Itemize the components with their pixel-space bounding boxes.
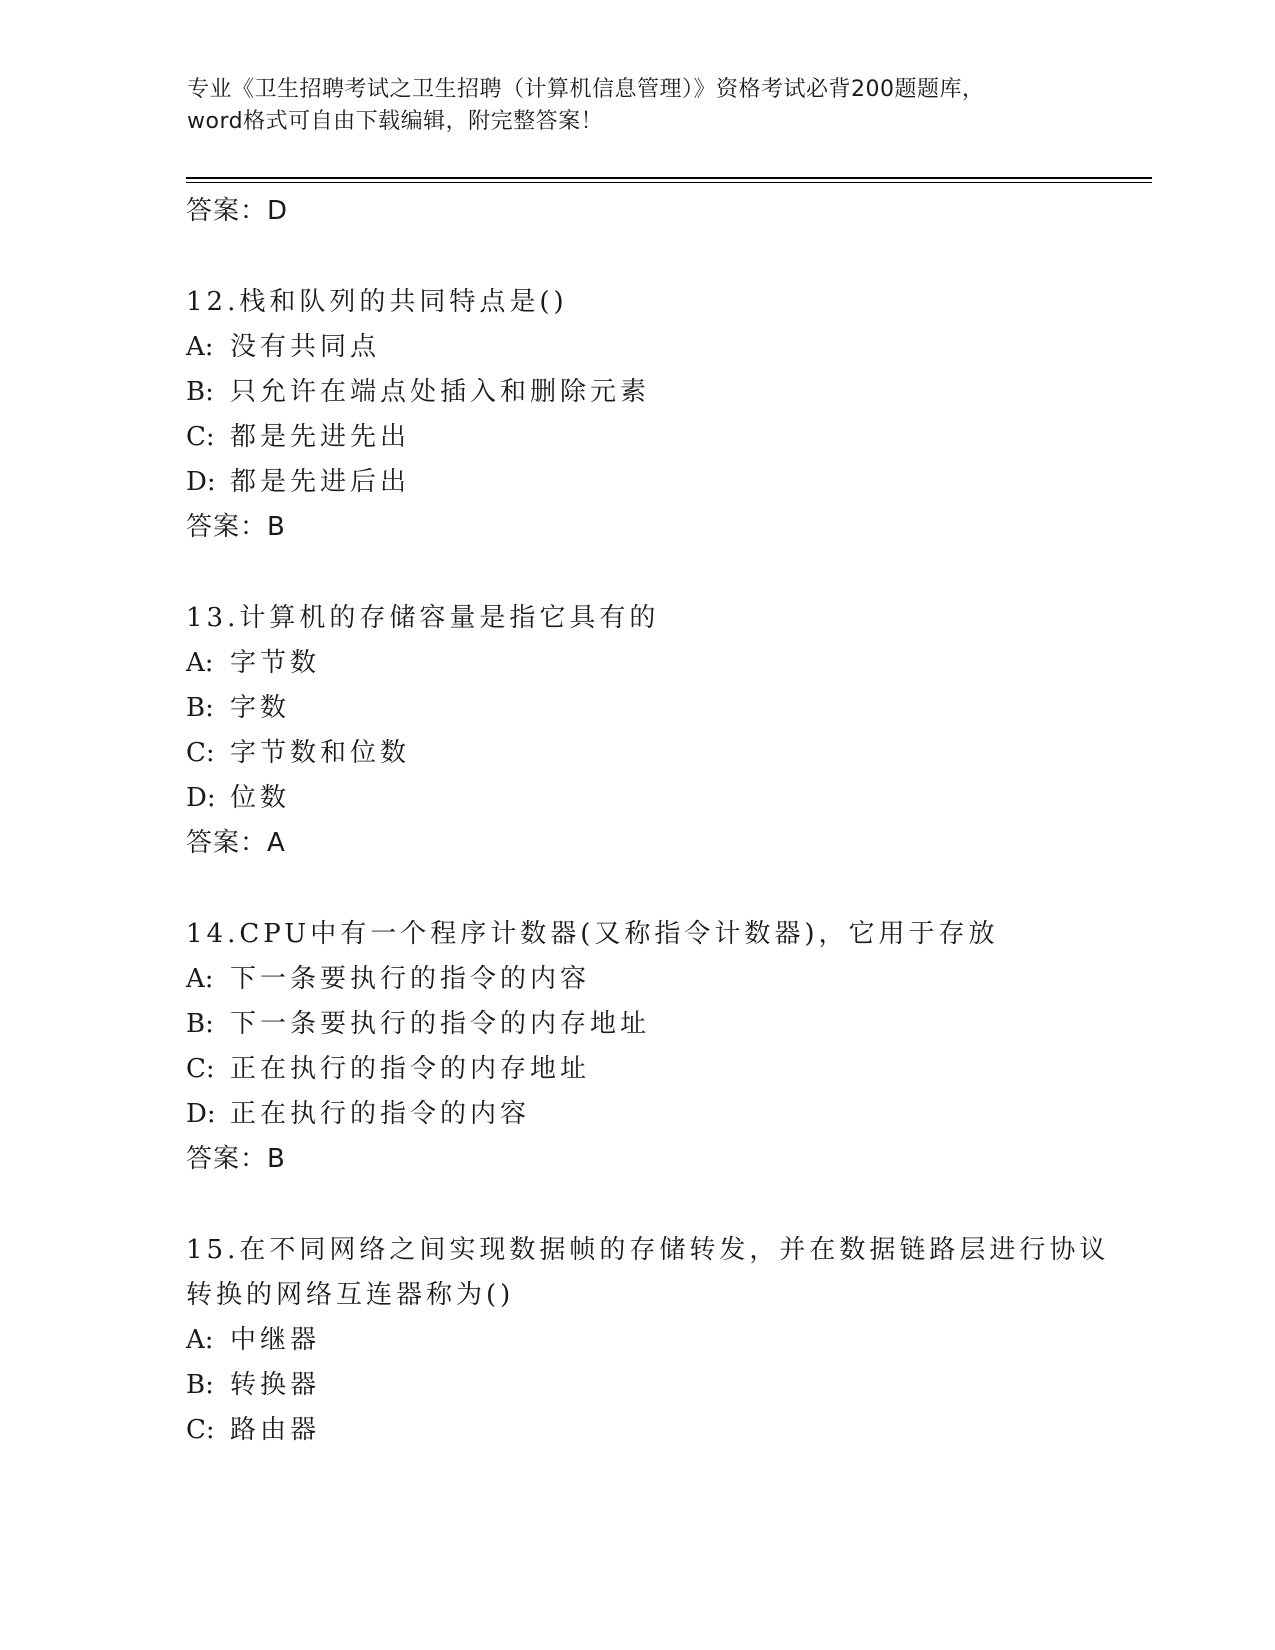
option-letter: A: <box>186 1325 214 1355</box>
option-text: 字节数和位数 <box>230 738 411 768</box>
header-line-1: 专业《卫生招聘考试之卫生招聘（计算机信息管理）》资格考试必背200题题库， <box>187 77 985 102</box>
option-c <box>186 1408 1146 1453</box>
option-c <box>186 731 1146 776</box>
option-a <box>186 325 1146 370</box>
option-letter: D: <box>186 783 216 813</box>
answer-line: 答案：B <box>186 1144 286 1174</box>
option-c <box>186 415 1146 460</box>
question-stem: 12.栈和队列的共同特点是() <box>186 287 568 317</box>
answer-line: 答案：B <box>186 512 286 542</box>
question-item <box>186 912 1146 1181</box>
option-text: 路由器 <box>230 1415 321 1445</box>
option-letter: A: <box>186 648 214 678</box>
question-list <box>186 189 1146 1453</box>
option-letter: C: <box>186 1415 215 1445</box>
option-letter: B: <box>186 1009 214 1039</box>
option-text: 正在执行的指令的内容 <box>230 1099 531 1129</box>
option-b <box>186 686 1146 731</box>
option-b <box>186 1002 1146 1047</box>
option-letter: C: <box>186 1054 215 1084</box>
option-text: 位数 <box>230 783 291 813</box>
question-stem-continued: 转换的网络互连器称为() <box>186 1280 515 1310</box>
option-b <box>186 1363 1146 1408</box>
option-letter: C: <box>186 738 215 768</box>
header-rule-thick <box>186 177 1152 179</box>
question-item <box>186 596 1146 865</box>
question-stem: 13.计算机的存储容量是指它具有的 <box>186 603 660 633</box>
question-stem: 14.CPU中有一个程序计数器(又称指令计数器)，它用于存放 <box>186 919 999 949</box>
option-text: 正在执行的指令的内存地址 <box>230 1054 591 1084</box>
question-item <box>186 280 1146 549</box>
header-rule-thin <box>186 182 1152 183</box>
question-stem: 15.在不同网络之间实现数据帧的存储转发，并在数据链路层进行协议 <box>186 1235 1110 1265</box>
option-text: 只允许在端点处插入和删除元素 <box>230 377 651 407</box>
option-a <box>186 957 1146 1002</box>
option-text: 字数 <box>230 693 291 723</box>
option-a <box>186 641 1146 686</box>
option-text: 中继器 <box>230 1325 321 1355</box>
option-text: 下一条要执行的指令的内存地址 <box>230 1009 651 1039</box>
option-d <box>186 460 1146 505</box>
option-a <box>186 1318 1146 1363</box>
option-text: 下一条要执行的指令的内容 <box>230 964 591 994</box>
option-text: 没有共同点 <box>230 332 381 362</box>
option-text: 字节数 <box>230 648 321 678</box>
option-letter: B: <box>186 693 214 723</box>
option-text: 都是先进后出 <box>230 467 411 497</box>
option-b <box>186 370 1146 415</box>
option-text: 转换器 <box>230 1370 321 1400</box>
answer-line: 答案：D <box>186 196 289 226</box>
option-text: 都是先进先出 <box>230 422 411 452</box>
option-d <box>186 776 1146 821</box>
option-letter: A: <box>186 964 214 994</box>
option-letter: B: <box>186 377 214 407</box>
question-item <box>186 1228 1146 1453</box>
option-c <box>186 1047 1146 1092</box>
option-letter: D: <box>186 1099 216 1129</box>
option-letter: D: <box>186 467 216 497</box>
option-letter: B: <box>186 1370 214 1400</box>
option-letter: A: <box>186 332 214 362</box>
answer-line: 答案：A <box>186 828 286 858</box>
option-d <box>186 1092 1146 1137</box>
header-line-2: word格式可自由下载编辑，附完整答案！ <box>187 109 604 134</box>
document-header <box>187 74 1087 138</box>
option-letter: C: <box>186 422 215 452</box>
